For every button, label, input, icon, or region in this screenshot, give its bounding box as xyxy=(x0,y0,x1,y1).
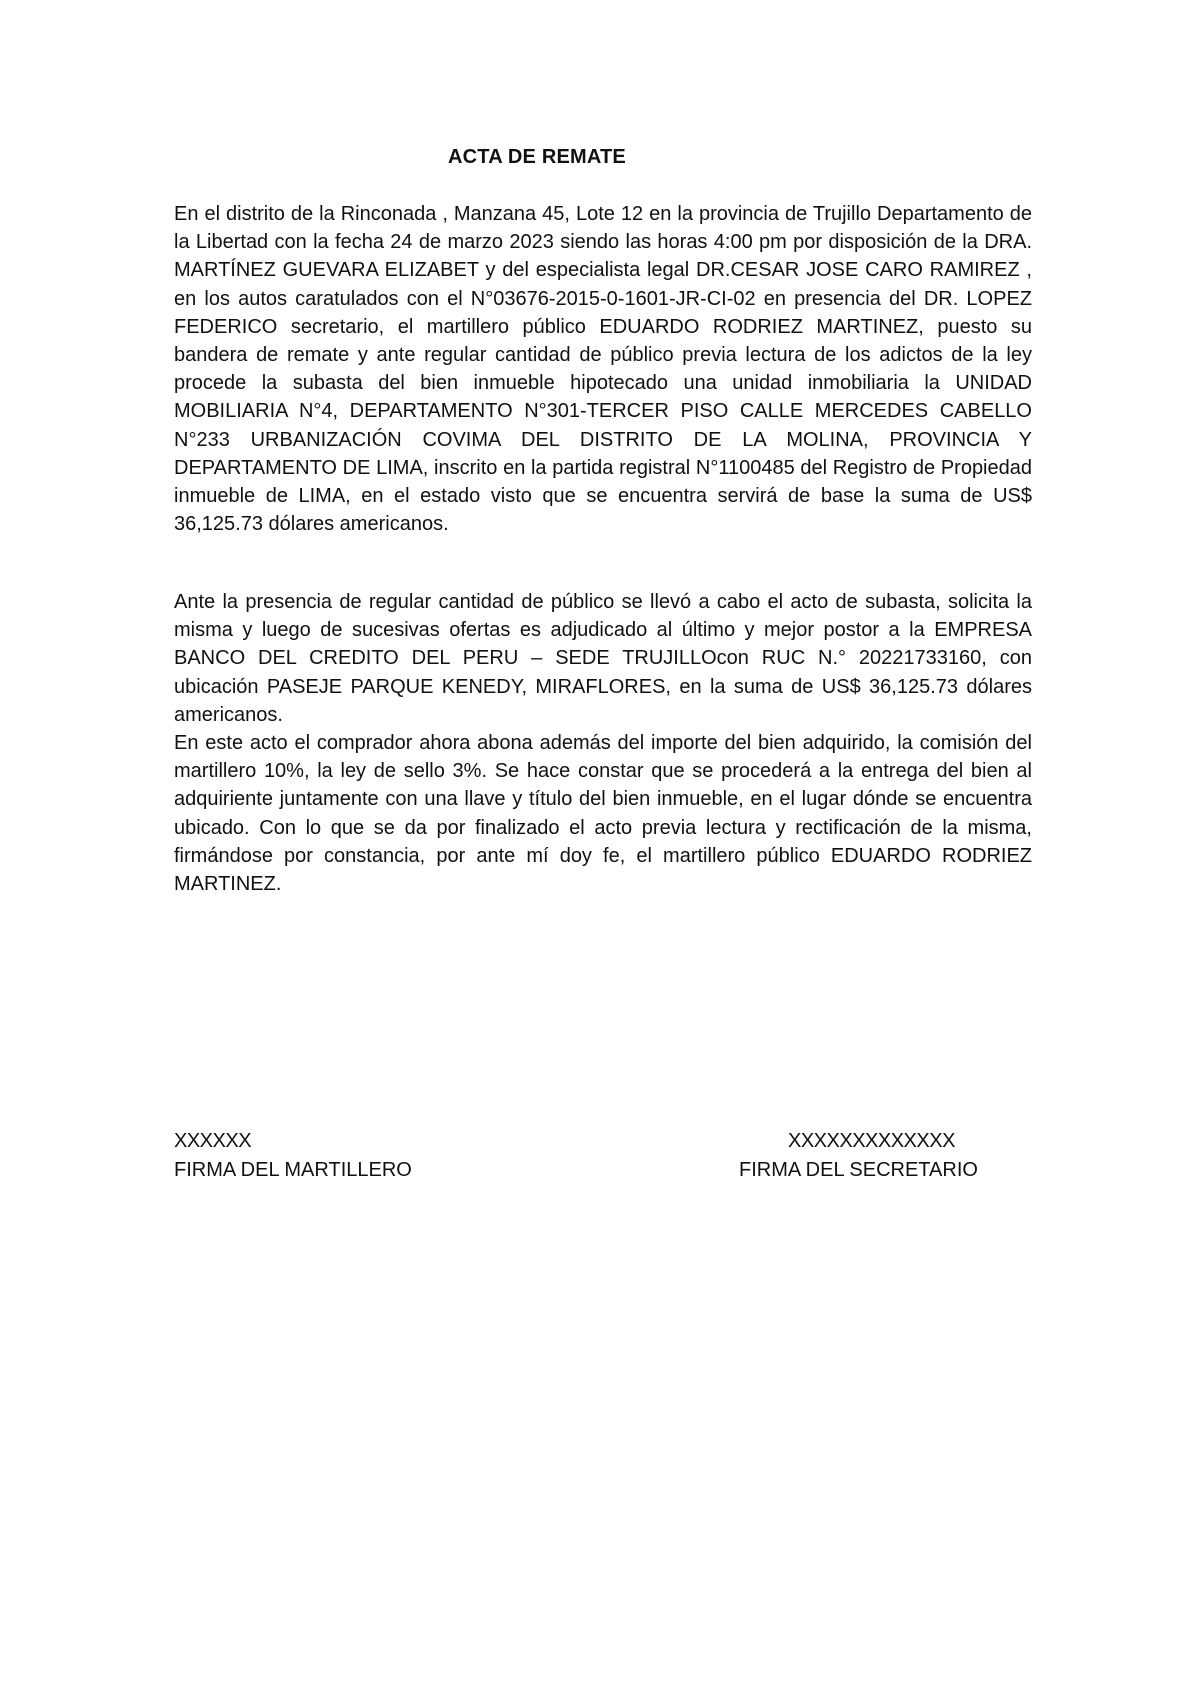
paragraph-adjudication xyxy=(174,588,1032,898)
paragraph-closing-text: En este acto el comprador ahora abona además del importe del bien adquirido, la comisión del martillero 10%, la ley de sello 3%. Se hace constar que se procederá a la entrega del bien al adquiriente juntamente con una llave y título del bien inmueble, en el lugar dónde se encuentra ubicado. Con lo que se da por finalizado el acto previa lectura y rectificación de la misma, firmándose por constancia, por ante mí doy fe, el martillero público EDUARDO RODRIEZ MARTINEZ. xyxy=(174,732,1032,896)
secretario-signature-mark: XXXXXXXXXXXXX xyxy=(788,1130,955,1152)
martillero-signature-mark: XXXXXX xyxy=(174,1130,252,1152)
secretario-signature-label: FIRMA DEL SECRETARIO xyxy=(739,1159,978,1181)
document-title: ACTA DE REMATE xyxy=(448,146,626,168)
paragraph-adjudication-text: Ante la presencia de regular cantidad de público se llevó a cabo el acto de subasta, solicita la misma y luego de sucesivas ofertas es adjudicado al último y mejor postor a la EMPRESA BANCO DEL CREDITO DEL PERU – SEDE TRUJILLOcon RUC N.° 20221733160, con ubicación PASEJE PARQUE KENEDY, MIRAFLORES, en la suma de US$ 36,125.73 dólares americanos. xyxy=(174,591,1032,726)
martillero-signature-label: FIRMA DEL MARTILLERO xyxy=(174,1159,412,1181)
paragraph-auction-details: En el distrito de la Rinconada , Manzana 45, Lote 12 en la provincia de Trujillo Departamento de la Libertad con la fecha 24 de marzo 2023 siendo las horas 4:00 pm por disposición de la DRA. MARTÍNEZ GUEVARA ELIZABET y del especialista legal DR.CESAR JOSE CARO RAMIREZ , en los autos caratulados con el N°03676-2015-0-1601-JR-CI-02 en presencia del DR. LOPEZ FEDERICO secretario, el martillero público EDUARDO RODRIEZ MARTINEZ, puesto su bandera de remate y ante regular cantidad de público previa lectura de los adictos de la ley procede la subasta del bien inmueble hipotecado una unidad inmobiliaria la UNIDAD MOBILIARIA N°4, DEPARTAMENTO N°301-TERCER PISO CALLE MERCEDES CABELLO N°233 URBANIZACIÓN COVIMA DEL DISTRITO DE LA MOLINA, PROVINCIA Y DEPARTAMENTO DE LIMA, inscrito en la partida registral N°1100485 del Registro de Propiedad inmueble de LIMA, en el estado visto que se encuentra servirá de base la suma de US$ 36,125.73 dólares americanos. xyxy=(174,203,1032,536)
